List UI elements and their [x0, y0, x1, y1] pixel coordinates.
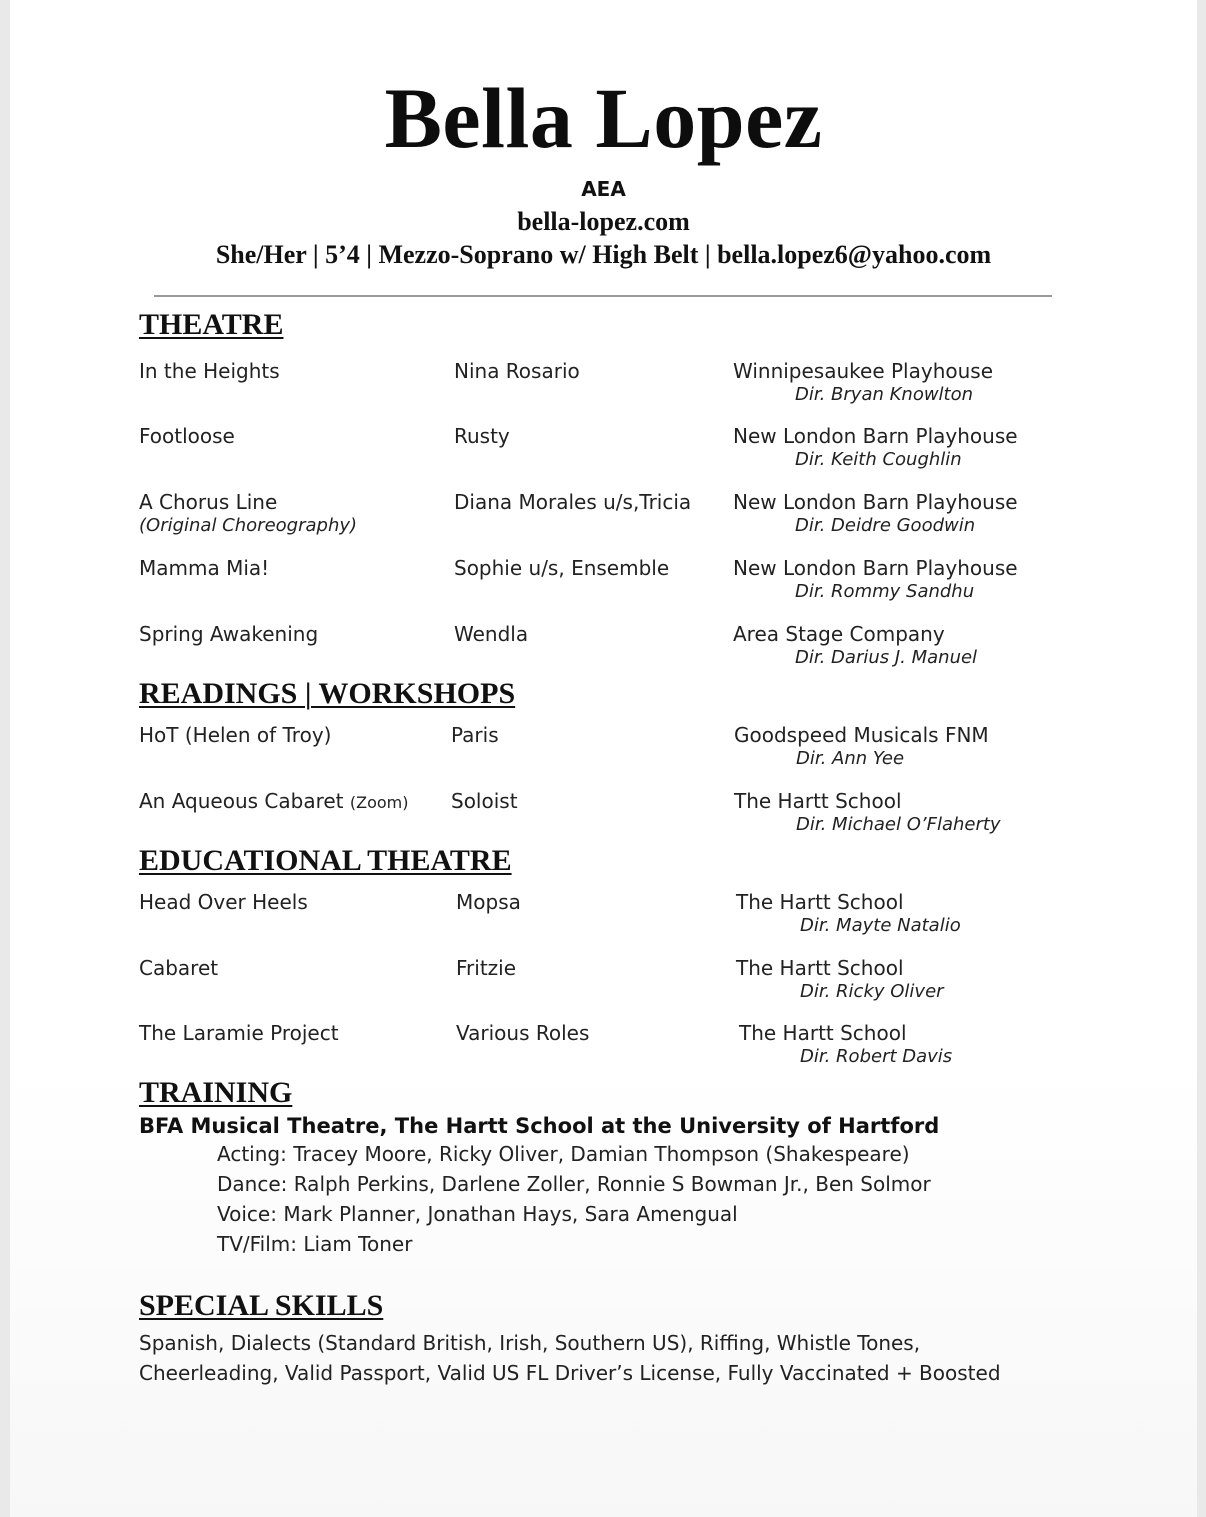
website-link[interactable]: bella-lopez.com: [517, 207, 690, 236]
resume-page: [10, 0, 1197, 1517]
venue: New London Barn Playhouse: [733, 424, 1018, 448]
skills-heading: SPECIAL SKILLS: [139, 1289, 384, 1322]
header-divider: [154, 295, 1052, 297]
show-title: HoT (Helen of Troy): [139, 723, 332, 747]
director: Dir. Robert Davis: [800, 1046, 953, 1067]
venue: Winnipesaukee Playhouse: [733, 359, 994, 383]
performer-details: She/Her | 5’4 | Mezzo-Soprano w/ High Belt | bella.lopez6@yahoo.com: [215, 240, 992, 269]
performer-name: Bella Lopez: [384, 70, 823, 166]
credit-row: [10, 788, 1197, 844]
venue: Goodspeed Musicals FNM: [734, 723, 989, 747]
director: Dir. Ricky Oliver: [800, 981, 944, 1002]
venue: New London Barn Playhouse: [733, 490, 1018, 514]
director: Dir. Bryan Knowlton: [795, 384, 974, 405]
credit-row: [10, 722, 1197, 778]
training-acting: Acting: Tracey Moore, Ricky Oliver, Damian Thompson (Shakespeare): [217, 1142, 910, 1166]
director: Dir. Ann Yee: [796, 748, 905, 769]
readings-heading: READINGS | WORKSHOPS: [139, 677, 516, 710]
role: Soloist: [451, 789, 518, 813]
role: Mopsa: [456, 890, 521, 914]
venue: The Hartt School: [739, 1021, 907, 1045]
credit-row: [10, 621, 1197, 677]
venue: New London Barn Playhouse: [733, 556, 1018, 580]
venue: The Hartt School: [734, 789, 902, 813]
role: Various Roles: [456, 1021, 590, 1045]
show-title: In the Heights: [139, 359, 280, 383]
director: Dir. Mayte Natalio: [800, 915, 961, 936]
director: Dir. Darius J. Manuel: [795, 647, 978, 668]
skills-line: Spanish, Dialects (Standard British, Irish, Southern US), Riffing, Whistle Tones,: [139, 1331, 921, 1355]
role: Fritzie: [456, 956, 517, 980]
role: Nina Rosario: [454, 359, 580, 383]
educational-heading: EDUCATIONAL THEATRE: [139, 844, 512, 877]
show-name: An Aqueous Cabaret: [139, 789, 344, 813]
show-title: Mamma Mia!: [139, 556, 270, 580]
training-voice: Voice: Mark Planner, Jonathan Hays, Sara Amengual: [217, 1202, 738, 1226]
venue: The Hartt School: [736, 956, 904, 980]
show-title: [139, 788, 408, 816]
show-format: (Zoom): [349, 793, 409, 812]
role: Diana Morales u/s,Tricia: [454, 490, 692, 514]
show-title: Head Over Heels: [139, 890, 308, 914]
training-heading: TRAINING: [139, 1076, 293, 1109]
venue: Area Stage Company: [733, 622, 945, 646]
show-title: A Chorus Line: [139, 490, 278, 514]
credit-row: [10, 1020, 1197, 1076]
show-note: (Original Choreography): [139, 515, 358, 536]
show-title: Spring Awakening: [139, 622, 319, 646]
director: Dir. Deidre Goodwin: [795, 515, 976, 536]
training-tv-film: TV/Film: Liam Toner: [217, 1232, 413, 1256]
venue: The Hartt School: [736, 890, 904, 914]
director: Dir. Keith Coughlin: [795, 449, 962, 470]
credit-row: [10, 358, 1197, 414]
skills-line: Cheerleading, Valid Passport, Valid US FL Driver’s License, Fully Vaccinated + Boosted: [139, 1361, 1001, 1385]
credit-row: [10, 489, 1197, 545]
director: Dir. Rommy Sandhu: [795, 581, 975, 602]
role: Sophie u/s, Ensemble: [454, 556, 670, 580]
theatre-heading: THEATRE: [139, 308, 284, 341]
credit-row: [10, 423, 1197, 479]
role: Paris: [451, 723, 499, 747]
credit-row: [10, 889, 1197, 945]
role: Rusty: [454, 424, 510, 448]
show-title: Cabaret: [139, 956, 219, 980]
director: Dir. Michael O’Flaherty: [796, 814, 1001, 835]
training-dance: Dance: Ralph Perkins, Darlene Zoller, Ronnie S Bowman Jr., Ben Solmor: [217, 1172, 931, 1196]
credit-row: [10, 955, 1197, 1011]
show-title: Footloose: [139, 424, 235, 448]
show-title: The Laramie Project: [139, 1021, 339, 1045]
union-affiliation: AEA: [581, 177, 626, 201]
credit-row: [10, 555, 1197, 611]
training-degree: BFA Musical Theatre, The Hartt School at the University of Hartford: [139, 1114, 940, 1138]
role: Wendla: [454, 622, 529, 646]
